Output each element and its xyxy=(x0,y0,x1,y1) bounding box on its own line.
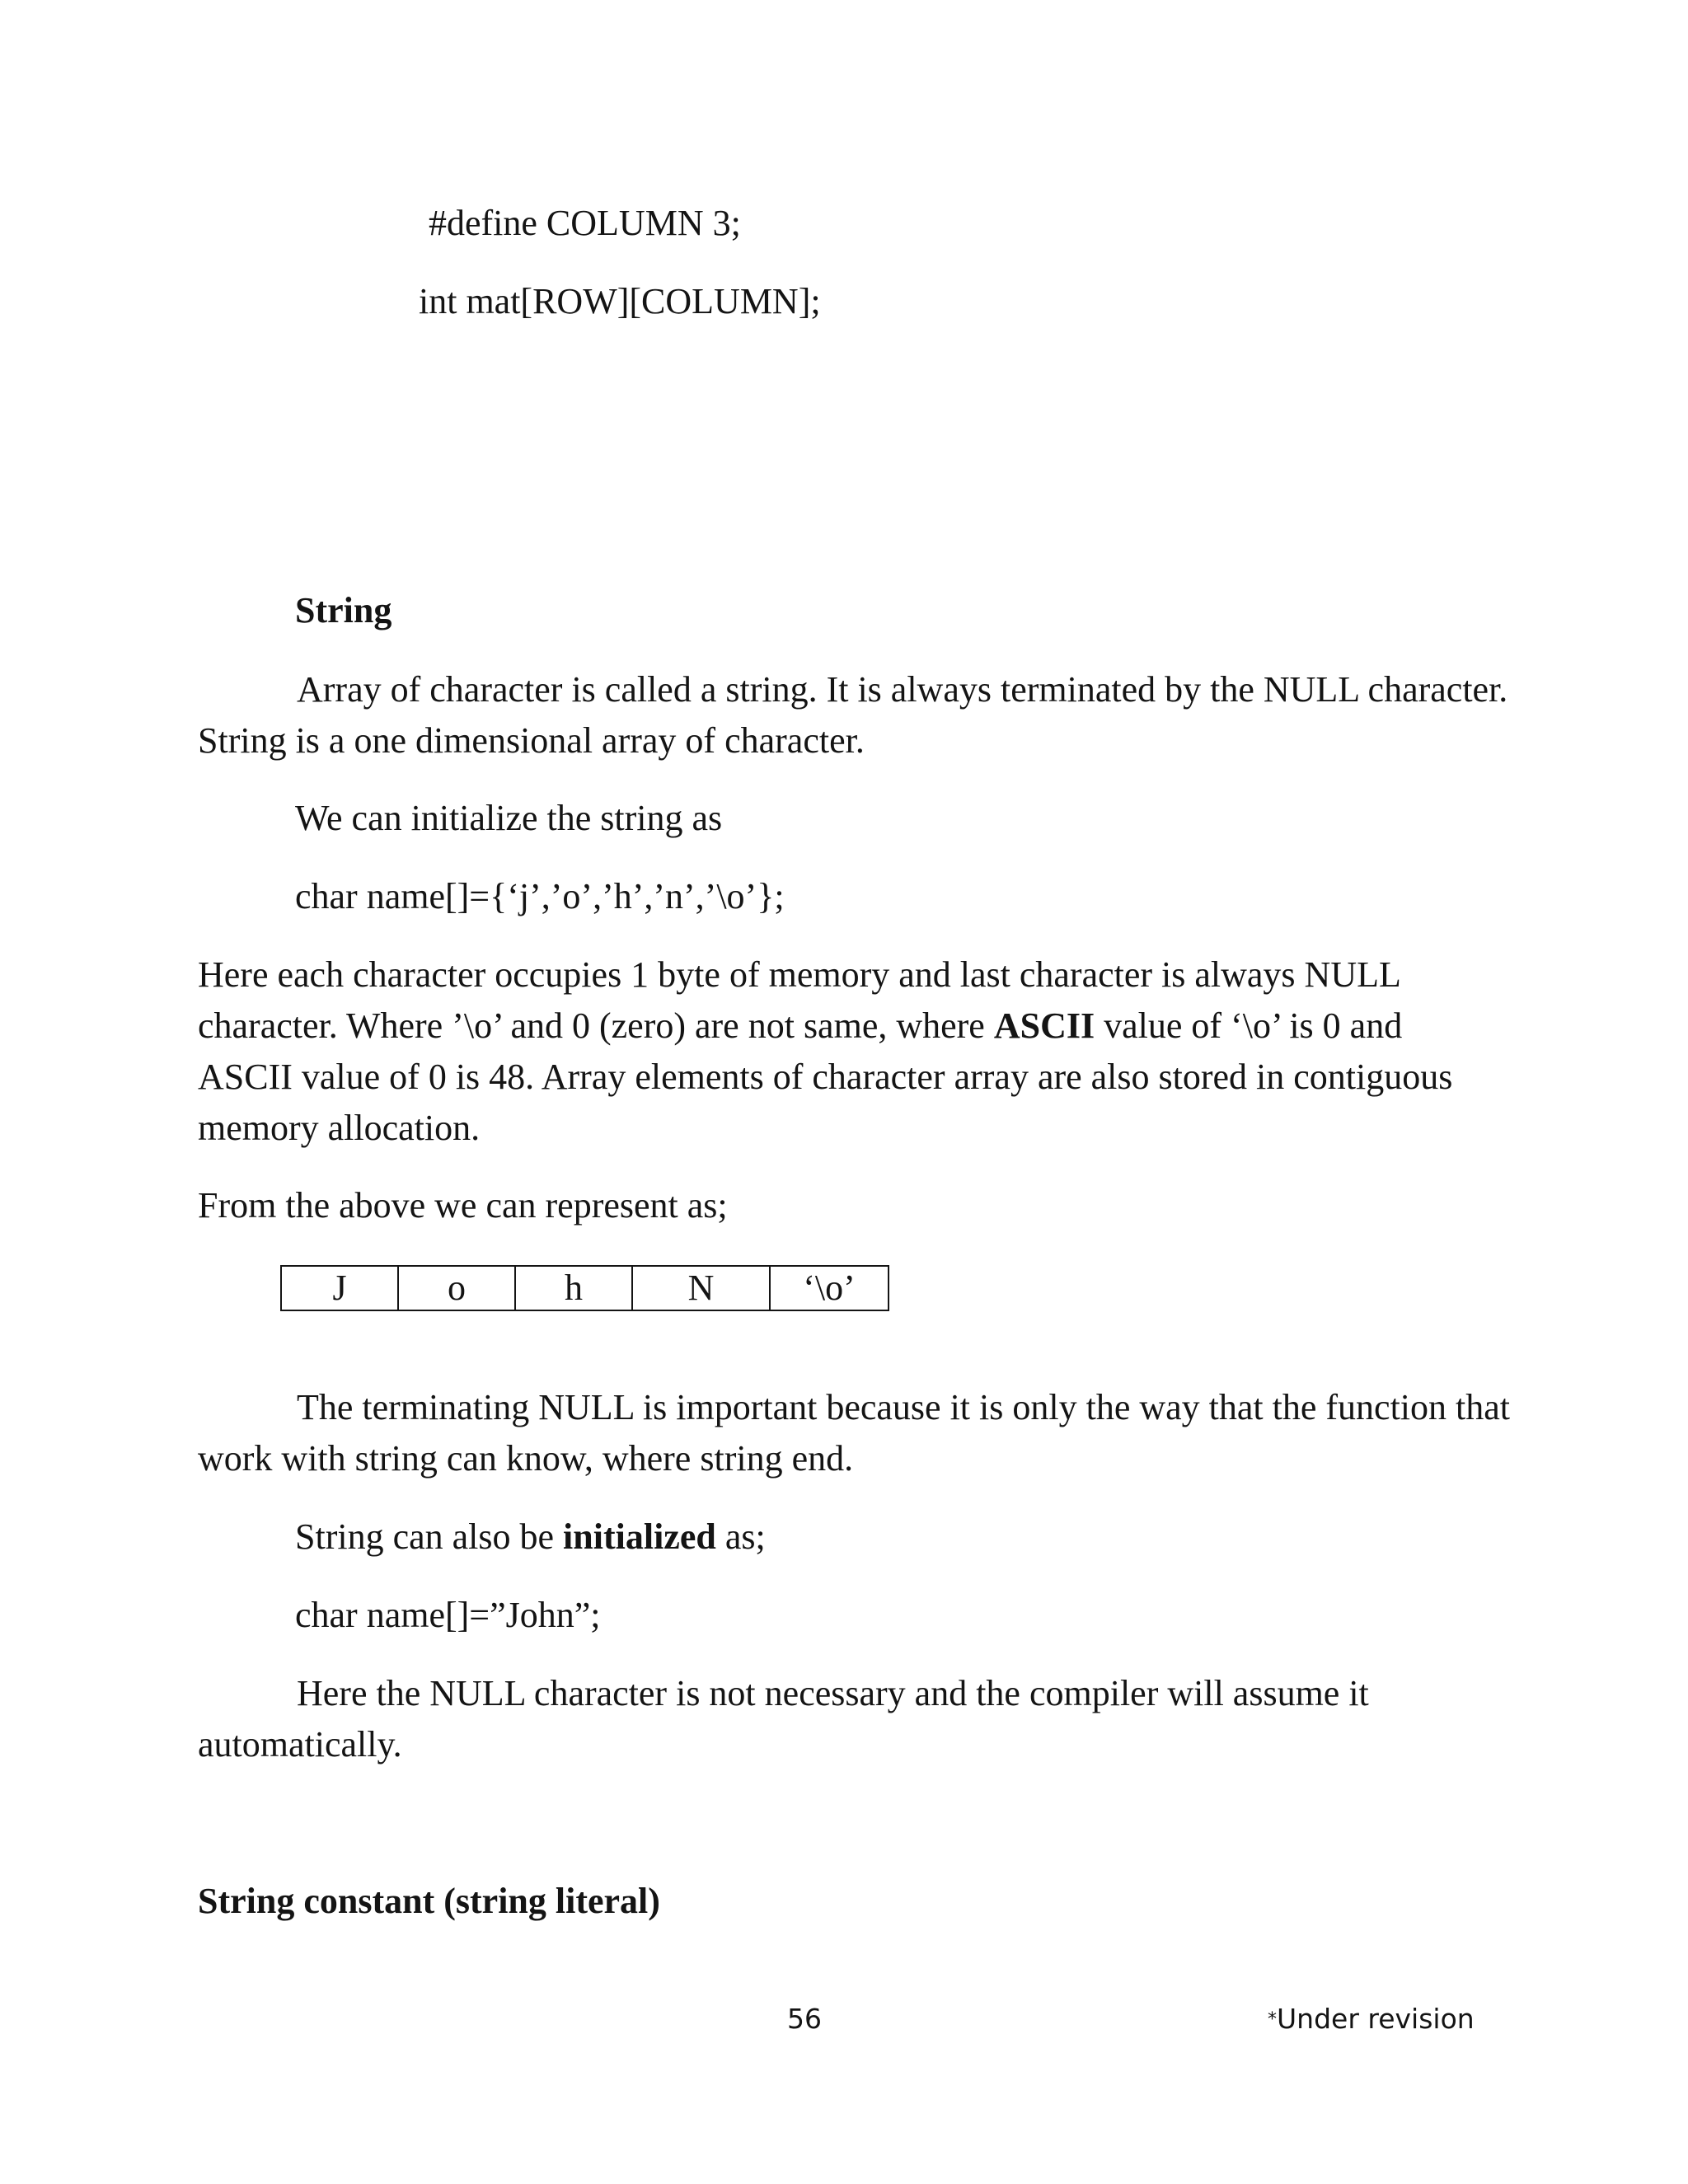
code-line-mat: int mat[ROW][COLUMN]; xyxy=(419,281,821,321)
revision-star: * xyxy=(1268,2009,1277,2030)
table-cell: h xyxy=(515,1266,632,1310)
paragraph-text: Array of character is called a string. It is always terminated by the NULL character. String is a one dimensional array of character. xyxy=(198,669,1508,761)
page-number: 56 xyxy=(787,2003,822,2035)
init-code-line: char name[]={‘j’,’o’,’h’,’n’,’\o’}; xyxy=(295,876,785,916)
table-cell: J xyxy=(281,1266,398,1310)
init-intro-text: We can initialize the string as xyxy=(295,798,723,838)
revision-text: Under revision xyxy=(1277,2003,1475,2035)
table-cell: o xyxy=(398,1266,515,1310)
code-line-define: #define COLUMN 3; xyxy=(429,203,741,243)
paragraph-terminating-null xyxy=(198,1382,1517,1484)
section-heading-string: String xyxy=(295,590,392,630)
also-text-a: String can also be xyxy=(295,1516,564,1557)
also-text-b: as; xyxy=(715,1516,766,1557)
represent-text: From the above we can represent as; xyxy=(198,1185,728,1226)
initialized-bold: initialized xyxy=(563,1516,716,1557)
ascii-bold: ASCII xyxy=(993,1005,1095,1046)
also-initialized-text xyxy=(295,1511,766,1563)
table-cell: N xyxy=(632,1266,770,1310)
paragraph-string-definition xyxy=(198,664,1517,766)
table-row xyxy=(281,1266,889,1310)
paragraph-null-ascii xyxy=(198,949,1484,1154)
alt-code-line: char name[]=”John”; xyxy=(295,1595,601,1635)
table-cell: ‘\o’ xyxy=(770,1266,889,1310)
paragraph-text-b: value of ‘\o’ is 0 and ASCII value of 0 is 48. Array elements of character array are also stored in contiguous memory allocation. xyxy=(198,1005,1453,1148)
section-heading-string-constant: String constant (string literal) xyxy=(198,1881,660,1921)
paragraph-compiler-assume xyxy=(198,1668,1517,1770)
paragraph-text: Here the NULL character is not necessary and the compiler will assume it automatically. xyxy=(198,1673,1369,1765)
paragraph-text: The terminating NULL is important because it is only the way that the function that work with string can know, where string end. xyxy=(198,1387,1511,1479)
paragraph-text-a: Here each character occupies 1 byte of memory and last character is always NULL character. Where ’\o’ and 0 (zero) are not same, where xyxy=(198,954,1400,1046)
revision-note xyxy=(1268,2003,1475,2036)
char-array-table xyxy=(280,1265,889,1311)
